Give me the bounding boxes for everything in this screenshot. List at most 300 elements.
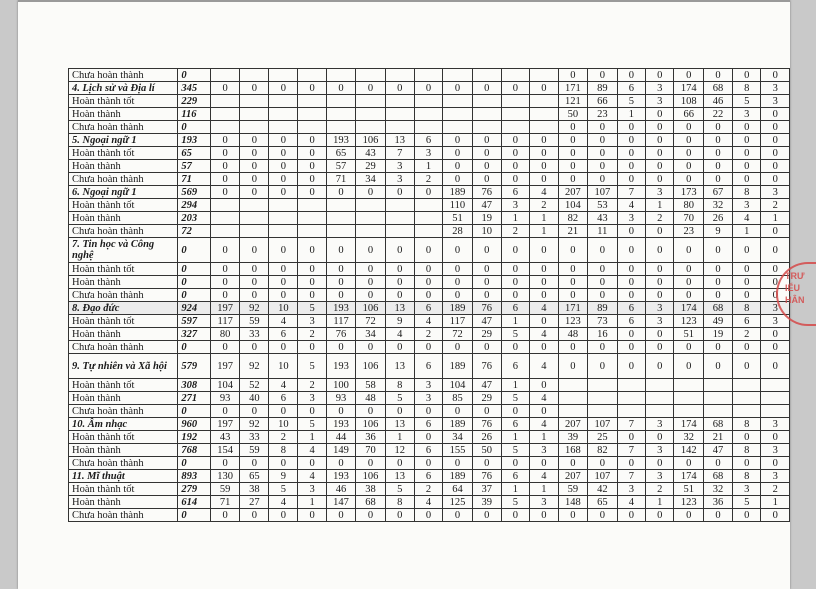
data-cell: 2	[646, 212, 674, 225]
data-cell: 68	[704, 82, 733, 95]
data-cell: 1	[530, 212, 558, 225]
data-cell	[326, 108, 356, 121]
data-cell	[269, 212, 298, 225]
data-cell: 49	[704, 315, 733, 328]
data-cell: 0	[326, 457, 356, 470]
data-cell: 193	[326, 134, 356, 147]
data-cell: 0	[674, 121, 704, 134]
data-cell: 47	[704, 444, 733, 457]
data-cell: 0	[761, 160, 790, 173]
data-cell: 3	[298, 315, 326, 328]
data-cell: 0	[356, 276, 386, 289]
row-total: 0	[178, 341, 211, 354]
data-cell: 5	[501, 444, 529, 457]
data-cell: 3	[732, 199, 760, 212]
data-cell: 47	[472, 379, 501, 392]
row-total: 0	[178, 276, 211, 289]
data-cell	[356, 69, 386, 82]
data-cell: 0	[558, 69, 588, 82]
data-cell: 89	[588, 82, 618, 95]
data-cell: 2	[646, 483, 674, 496]
data-cell: 189	[443, 302, 473, 315]
data-cell	[414, 69, 442, 82]
data-cell	[385, 95, 414, 108]
data-cell: 0	[646, 289, 674, 302]
data-cell: 0	[704, 134, 733, 147]
data-cell: 0	[761, 457, 790, 470]
data-cell: 0	[530, 160, 558, 173]
table-row	[69, 509, 790, 522]
category-row	[69, 238, 790, 263]
row-label: Hoàn thành tốt	[69, 315, 178, 328]
data-cell	[269, 95, 298, 108]
data-cell: 68	[704, 470, 733, 483]
row-total: 308	[178, 379, 211, 392]
data-cell	[385, 212, 414, 225]
data-cell: 0	[210, 82, 240, 95]
data-cell: 197	[210, 354, 240, 379]
data-cell: 76	[472, 186, 501, 199]
data-cell: 3	[761, 82, 790, 95]
data-cell: 0	[269, 276, 298, 289]
data-cell: 2	[414, 173, 442, 186]
data-cell: 0	[443, 82, 473, 95]
data-cell: 0	[356, 509, 386, 522]
data-cell: 0	[472, 160, 501, 173]
row-total: 72	[178, 225, 211, 238]
data-cell: 197	[210, 302, 240, 315]
data-cell	[326, 199, 356, 212]
data-cell: 0	[210, 341, 240, 354]
row-total: 768	[178, 444, 211, 457]
data-cell: 66	[588, 95, 618, 108]
data-cell: 0	[558, 509, 588, 522]
data-cell: 5	[298, 354, 326, 379]
data-cell	[646, 379, 674, 392]
data-cell: 0	[674, 354, 704, 379]
data-cell	[298, 108, 326, 121]
data-cell	[414, 212, 442, 225]
data-cell: 0	[443, 341, 473, 354]
data-cell: 171	[558, 82, 588, 95]
data-cell: 4	[298, 470, 326, 483]
data-cell: 0	[210, 134, 240, 147]
data-cell	[674, 392, 704, 405]
data-cell: 1	[501, 379, 529, 392]
data-cell: 2	[298, 328, 326, 341]
table-row	[69, 263, 790, 276]
data-cell: 4	[530, 470, 558, 483]
data-cell: 0	[298, 405, 326, 418]
data-cell: 168	[558, 444, 588, 457]
data-cell: 16	[588, 328, 618, 341]
data-cell: 0	[646, 108, 674, 121]
data-cell: 0	[617, 160, 645, 173]
data-cell: 0	[530, 457, 558, 470]
data-cell: 0	[704, 147, 733, 160]
data-cell: 4	[414, 496, 442, 509]
data-cell: 0	[501, 82, 529, 95]
row-label: Hoàn thành tốt	[69, 431, 178, 444]
data-cell: 0	[588, 238, 618, 263]
data-cell	[356, 95, 386, 108]
data-cell: 0	[732, 509, 760, 522]
table-row	[69, 147, 790, 160]
data-cell: 0	[704, 354, 733, 379]
data-cell: 0	[761, 341, 790, 354]
data-cell: 0	[326, 341, 356, 354]
data-cell	[385, 69, 414, 82]
data-cell: 80	[210, 328, 240, 341]
data-cell: 5	[501, 392, 529, 405]
data-cell: 0	[646, 147, 674, 160]
data-cell: 3	[761, 186, 790, 199]
data-cell: 0	[501, 457, 529, 470]
row-total: 579	[178, 354, 211, 379]
row-label: Chưa hoàn thành	[69, 457, 178, 470]
table-row	[69, 379, 790, 392]
data-cell: 0	[269, 405, 298, 418]
data-cell: 0	[240, 276, 269, 289]
data-cell: 0	[385, 341, 414, 354]
data-cell: 26	[704, 212, 733, 225]
data-cell: 0	[558, 341, 588, 354]
data-cell: 0	[356, 405, 386, 418]
data-cell: 0	[326, 405, 356, 418]
data-cell: 117	[326, 315, 356, 328]
data-cell: 13	[385, 354, 414, 379]
data-cell: 1	[646, 496, 674, 509]
data-cell: 0	[674, 457, 704, 470]
data-cell: 0	[732, 289, 760, 302]
data-cell: 36	[356, 431, 386, 444]
data-cell: 0	[414, 341, 442, 354]
table-row	[69, 457, 790, 470]
data-cell: 123	[558, 315, 588, 328]
data-cell	[414, 108, 442, 121]
data-cell: 23	[588, 108, 618, 121]
data-cell: 148	[558, 496, 588, 509]
row-label: Hoàn thành tốt	[69, 95, 178, 108]
data-cell: 0	[501, 263, 529, 276]
data-cell: 7	[385, 147, 414, 160]
data-cell: 65	[326, 147, 356, 160]
data-cell: 0	[501, 341, 529, 354]
data-cell: 0	[326, 263, 356, 276]
data-cell: 0	[732, 341, 760, 354]
row-total: 597	[178, 315, 211, 328]
data-cell	[414, 95, 442, 108]
data-cell: 0	[501, 173, 529, 186]
data-cell: 5	[298, 418, 326, 431]
table-row	[69, 212, 790, 225]
data-cell: 3	[646, 82, 674, 95]
table-row	[69, 199, 790, 212]
data-cell: 19	[704, 328, 733, 341]
data-cell: 0	[472, 82, 501, 95]
document-page	[18, 0, 805, 589]
data-cell	[617, 405, 645, 418]
data-cell: 0	[732, 263, 760, 276]
data-cell: 53	[588, 199, 618, 212]
data-cell: 6	[501, 354, 529, 379]
data-cell	[761, 392, 790, 405]
data-cell: 0	[588, 121, 618, 134]
data-cell: 0	[704, 509, 733, 522]
data-cell: 0	[646, 509, 674, 522]
data-cell	[326, 121, 356, 134]
data-cell: 0	[472, 276, 501, 289]
data-cell: 108	[674, 95, 704, 108]
data-cell: 36	[704, 496, 733, 509]
data-cell: 104	[558, 199, 588, 212]
row-total: 893	[178, 470, 211, 483]
data-cell: 0	[588, 69, 618, 82]
data-cell: 92	[240, 354, 269, 379]
data-cell: 3	[414, 392, 442, 405]
data-cell: 0	[558, 160, 588, 173]
row-label: Hoàn thành tốt	[69, 147, 178, 160]
data-cell: 0	[530, 147, 558, 160]
data-cell	[326, 225, 356, 238]
data-cell: 4	[530, 354, 558, 379]
data-cell	[558, 405, 588, 418]
row-label: Chưa hoàn thành	[69, 341, 178, 354]
row-label: Chưa hoàn thành	[69, 173, 178, 186]
data-cell: 0	[472, 134, 501, 147]
data-cell: 0	[269, 238, 298, 263]
data-cell: 130	[210, 470, 240, 483]
row-label: Hoàn thành	[69, 392, 178, 405]
data-cell: 0	[558, 121, 588, 134]
data-cell	[269, 69, 298, 82]
data-cell: 80	[674, 199, 704, 212]
data-cell: 2	[414, 328, 442, 341]
data-cell: 0	[414, 238, 442, 263]
data-cell: 0	[558, 173, 588, 186]
row-total: 345	[178, 82, 211, 95]
data-cell	[269, 225, 298, 238]
row-total: 0	[178, 121, 211, 134]
data-cell	[646, 392, 674, 405]
data-cell: 0	[240, 263, 269, 276]
data-cell: 0	[240, 341, 269, 354]
data-cell: 52	[240, 379, 269, 392]
data-cell: 51	[674, 483, 704, 496]
data-cell: 0	[674, 263, 704, 276]
data-cell: 0	[674, 341, 704, 354]
data-cell: 0	[558, 263, 588, 276]
row-total: 57	[178, 160, 211, 173]
data-cell: 11	[588, 225, 618, 238]
data-cell: 0	[530, 276, 558, 289]
data-cell	[210, 199, 240, 212]
data-cell: 4	[414, 315, 442, 328]
data-cell: 0	[414, 457, 442, 470]
data-cell: 19	[472, 212, 501, 225]
data-cell: 0	[443, 289, 473, 302]
data-cell: 8	[269, 444, 298, 457]
data-cell: 47	[472, 199, 501, 212]
data-cell: 0	[269, 341, 298, 354]
data-cell	[298, 95, 326, 108]
data-cell: 0	[385, 186, 414, 199]
data-cell: 117	[210, 315, 240, 328]
data-cell: 0	[617, 173, 645, 186]
data-cell: 0	[414, 431, 442, 444]
data-cell: 39	[472, 496, 501, 509]
data-cell: 3	[761, 444, 790, 457]
stamp-line-2: IỂU	[785, 283, 801, 293]
data-cell	[385, 199, 414, 212]
row-label: 4. Lịch sử và Địa lí	[69, 82, 178, 95]
data-cell: 76	[326, 328, 356, 341]
data-cell: 5	[298, 302, 326, 315]
row-total: 0	[178, 238, 211, 263]
data-cell: 154	[210, 444, 240, 457]
row-total: 960	[178, 418, 211, 431]
data-cell: 0	[704, 289, 733, 302]
data-cell	[298, 225, 326, 238]
data-cell: 4	[530, 186, 558, 199]
results-table	[68, 68, 790, 522]
data-cell: 0	[240, 457, 269, 470]
data-cell: 85	[443, 392, 473, 405]
data-cell: 1	[414, 160, 442, 173]
data-cell: 0	[588, 457, 618, 470]
data-cell: 47	[472, 315, 501, 328]
data-cell: 0	[472, 263, 501, 276]
data-cell: 0	[385, 509, 414, 522]
data-cell: 48	[558, 328, 588, 341]
data-cell: 0	[269, 509, 298, 522]
data-cell: 125	[443, 496, 473, 509]
data-cell	[210, 95, 240, 108]
data-cell: 0	[210, 173, 240, 186]
data-cell: 0	[617, 431, 645, 444]
data-cell: 3	[761, 418, 790, 431]
data-cell: 107	[588, 418, 618, 431]
category-row	[69, 470, 790, 483]
data-cell: 0	[501, 147, 529, 160]
data-cell: 5	[269, 483, 298, 496]
data-cell: 2	[414, 483, 442, 496]
data-cell: 3	[761, 95, 790, 108]
table-row	[69, 108, 790, 121]
data-cell: 3	[385, 160, 414, 173]
data-cell: 71	[326, 173, 356, 186]
data-cell: 1	[501, 483, 529, 496]
data-cell: 3	[385, 173, 414, 186]
data-cell: 0	[530, 82, 558, 95]
row-label: Hoàn thành	[69, 328, 178, 341]
data-cell: 13	[385, 470, 414, 483]
data-cell: 0	[530, 405, 558, 418]
data-cell: 117	[443, 315, 473, 328]
data-cell: 68	[704, 302, 733, 315]
row-label: Hoàn thành tốt	[69, 263, 178, 276]
data-cell: 58	[356, 379, 386, 392]
data-cell: 0	[588, 509, 618, 522]
data-cell: 0	[588, 354, 618, 379]
data-cell: 0	[732, 147, 760, 160]
data-cell: 193	[326, 354, 356, 379]
data-cell: 3	[646, 186, 674, 199]
data-cell: 0	[472, 289, 501, 302]
row-label: Chưa hoàn thành	[69, 225, 178, 238]
row-label: 11. Mĩ thuật	[69, 470, 178, 483]
data-cell: 10	[269, 418, 298, 431]
row-total: 192	[178, 431, 211, 444]
data-cell	[732, 405, 760, 418]
row-label: Hoàn thành	[69, 276, 178, 289]
data-cell: 0	[704, 263, 733, 276]
data-cell: 0	[617, 276, 645, 289]
data-cell: 92	[240, 302, 269, 315]
row-label: 5. Ngoại ngữ 1	[69, 134, 178, 147]
data-cell	[356, 225, 386, 238]
data-cell: 65	[588, 496, 618, 509]
data-cell: 32	[704, 483, 733, 496]
data-cell: 0	[588, 289, 618, 302]
data-cell: 0	[530, 509, 558, 522]
stamp-line-3: HÂN	[785, 295, 805, 305]
data-cell	[530, 95, 558, 108]
data-cell: 0	[298, 263, 326, 276]
data-cell: 0	[761, 354, 790, 379]
row-label: 8. Đạo đức	[69, 302, 178, 315]
data-cell: 7	[617, 418, 645, 431]
data-cell: 3	[732, 483, 760, 496]
data-cell: 3	[732, 108, 760, 121]
data-cell: 0	[558, 354, 588, 379]
data-cell: 6	[414, 354, 442, 379]
table-row	[69, 431, 790, 444]
data-cell: 3	[414, 379, 442, 392]
data-cell: 193	[326, 470, 356, 483]
data-cell: 3	[646, 315, 674, 328]
data-cell: 207	[558, 186, 588, 199]
data-cell: 0	[472, 341, 501, 354]
data-cell	[298, 121, 326, 134]
data-cell	[240, 212, 269, 225]
data-cell: 50	[558, 108, 588, 121]
data-cell: 76	[472, 302, 501, 315]
data-cell: 6	[617, 302, 645, 315]
table-row	[69, 392, 790, 405]
data-cell: 0	[356, 238, 386, 263]
row-label: 7. Tin học và Công nghệ	[69, 238, 178, 263]
data-cell: 0	[298, 289, 326, 302]
row-label: Hoàn thành tốt	[69, 199, 178, 212]
data-cell: 106	[356, 470, 386, 483]
data-cell: 0	[443, 405, 473, 418]
category-row	[69, 134, 790, 147]
data-cell: 39	[558, 431, 588, 444]
data-cell: 0	[210, 405, 240, 418]
data-cell	[761, 405, 790, 418]
data-cell: 65	[240, 470, 269, 483]
data-cell: 6	[414, 444, 442, 457]
data-cell: 0	[761, 276, 790, 289]
table-row	[69, 405, 790, 418]
data-cell: 0	[558, 457, 588, 470]
data-cell: 0	[269, 457, 298, 470]
data-cell: 0	[269, 147, 298, 160]
data-cell: 33	[240, 328, 269, 341]
data-cell	[558, 392, 588, 405]
row-total: 294	[178, 199, 211, 212]
